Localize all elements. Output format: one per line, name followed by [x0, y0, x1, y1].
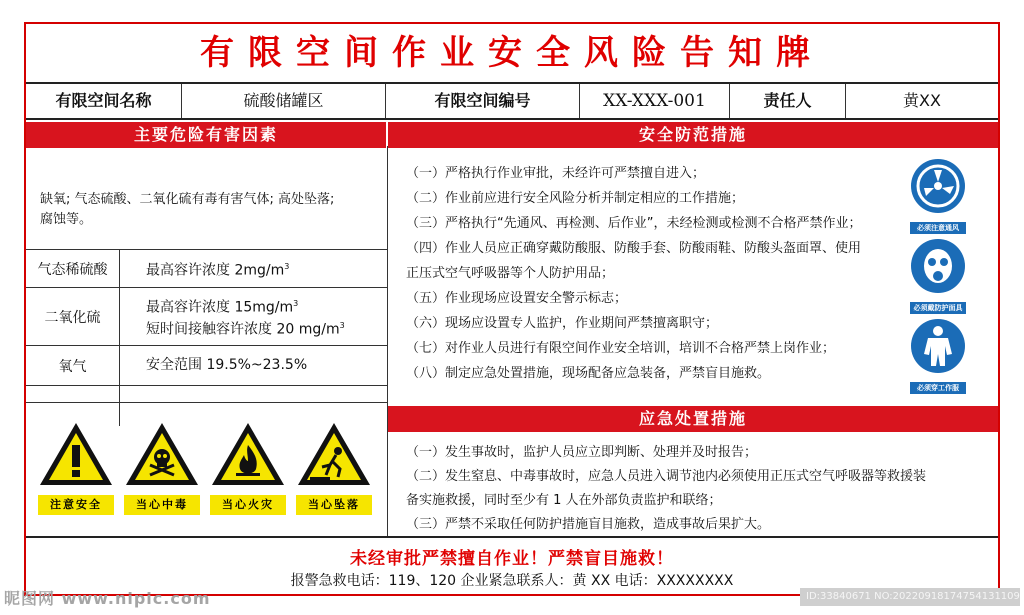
- space-name-label: 有限空间名称: [26, 84, 182, 118]
- skull-poison-icon: [124, 421, 200, 487]
- board-title: 有限空间作业安全风险告知牌: [200, 33, 824, 73]
- work-suit-icon: [910, 318, 966, 374]
- gas-mask-icon: [910, 238, 966, 294]
- warning-sign: [296, 421, 372, 515]
- unit-superscript: 3: [339, 320, 345, 330]
- hazard-limit: [146, 346, 307, 385]
- hazards-heading: 主要危险有害因素: [26, 122, 386, 148]
- safety-measure-item: 正压式空气呼吸器等个人防护用品；: [406, 266, 615, 281]
- hazard-limit: [146, 288, 345, 345]
- safety-measure-item: （五）作业现场应设置安全警示标志；: [406, 291, 628, 306]
- falling-person-icon: [296, 421, 372, 487]
- mandatory-sign-label: 必须穿工作服: [910, 382, 966, 394]
- mandatory-sign: [908, 158, 968, 234]
- hazard-name: 二氧化硫: [26, 288, 120, 345]
- site-watermark: 昵图网 www.nipic.com: [4, 589, 211, 608]
- hazard-limit-text: 安全范围 19.5%~23.5%: [146, 357, 308, 373]
- image-id-watermark: ID:33840671 NO:20220918174754131109: [800, 588, 1020, 606]
- emergency-measures-list: [406, 441, 926, 537]
- hazards-intro-line: 腐蚀等。: [40, 212, 93, 227]
- emergency-measure-item: 备实施救援，同时至少有 1 人在外部负责监护和联络；: [406, 493, 722, 508]
- emergency-phone-line: 报警急救电话：119、120 企业紧急联系人：黄 XX 电话：XXXXXXXX: [290, 573, 734, 589]
- flame-fire-icon: [210, 421, 286, 487]
- warning-sign: [124, 421, 200, 515]
- safety-measure-item: （二）作业前应进行安全风险分析并制定相应的工作措施；: [406, 191, 745, 206]
- hazard-row: [26, 249, 387, 287]
- unit-superscript: 3: [284, 261, 290, 271]
- hazard-limit-text: 最高容许浓度 2mg/m: [146, 262, 285, 279]
- hazard-name: 氧气: [26, 346, 120, 385]
- emergency-measure-item: （二）发生窒息、中毒事故时，应急人员进入调节池内必须使用正压式空气呼吸器等救援装: [406, 469, 927, 484]
- mandatory-sign-label: 必须注意通风: [910, 222, 966, 234]
- safety-heading: 安全防范措施: [388, 122, 998, 148]
- safety-measure-item: （三）严格执行“先通风、再检测、后作业”，未经检测或检测不合格严禁作业；: [406, 216, 862, 231]
- risk-notice-board: [24, 22, 1000, 596]
- warning-sign-label: 当心火灾: [210, 495, 286, 515]
- warning-signs-panel: [26, 402, 388, 536]
- hazards-panel: [26, 146, 388, 426]
- warning-sign: [210, 421, 286, 515]
- hazard-row: [26, 345, 387, 385]
- exclamation-warning-icon: [38, 421, 114, 487]
- warning-sign-label: 注意安全: [38, 495, 114, 515]
- emergency-measure-item: （三）严禁不采取任何防护措施盲目施救，造成事故后果扩大。: [406, 517, 771, 532]
- hazard-limit-text: 最高容许浓度 15mg/m: [146, 299, 294, 316]
- space-code-value: XX-XXX-001: [580, 84, 730, 118]
- hazard-name: 气态稀硫酸: [26, 250, 120, 287]
- ventilation-fan-icon: [910, 158, 966, 214]
- space-code-label: 有限空间编号: [386, 84, 580, 118]
- hazards-intro-line: 缺氧; 气态硫酸、二氧化硫有毒有害气体; 高处坠落;: [40, 192, 335, 207]
- safety-measure-item: （四）作业人员应正确穿戴防酸服、防酸手套、防酸雨鞋、防酸头盔面罩、使用: [406, 241, 862, 256]
- mandatory-sign: [908, 238, 968, 314]
- warning-sign-label: 当心中毒: [124, 495, 200, 515]
- safety-measure-item: （六）现场应设置专人监护，作业期间严禁擅离职守；: [406, 316, 719, 331]
- safety-measure-item: （七）对作业人员进行有限空间作业安全培训，培训不合格严禁上岗作业；: [406, 341, 836, 356]
- emergency-heading: 应急处置措施: [388, 406, 998, 432]
- safety-measure-item: （一）严格执行作业审批，未经许可严禁擅自进入；: [406, 166, 706, 181]
- space-name-value: 硫酸储罐区: [182, 84, 386, 118]
- hazard-limit-text: 短时间接触容许浓度 20 mg/m: [146, 321, 340, 338]
- warning-sign: [38, 421, 114, 515]
- emergency-measure-item: （一）发生事故时，监护人员应立即判断、处理并及时报告；: [406, 445, 758, 460]
- hazard-row: [26, 287, 387, 345]
- warning-sign-label: 当心坠落: [296, 495, 372, 515]
- owner-value: 黄XX: [903, 91, 941, 110]
- hazards-intro: [40, 190, 380, 230]
- mandatory-sign-label: 必须戴防护面具: [910, 302, 966, 314]
- unit-superscript: 3: [293, 298, 299, 308]
- hazard-limit: [146, 250, 289, 287]
- owner-label: 责任人: [730, 84, 846, 118]
- info-header-row: [26, 82, 998, 120]
- safety-measures-list: [406, 161, 861, 386]
- mandatory-sign: [908, 318, 968, 394]
- footer-warning: 未经审批严禁擅自作业！严禁盲目施救！: [350, 549, 674, 569]
- safety-measure-item: （八）制定应急处置措施，现场配备应急装备，严禁盲目施救。: [406, 366, 771, 381]
